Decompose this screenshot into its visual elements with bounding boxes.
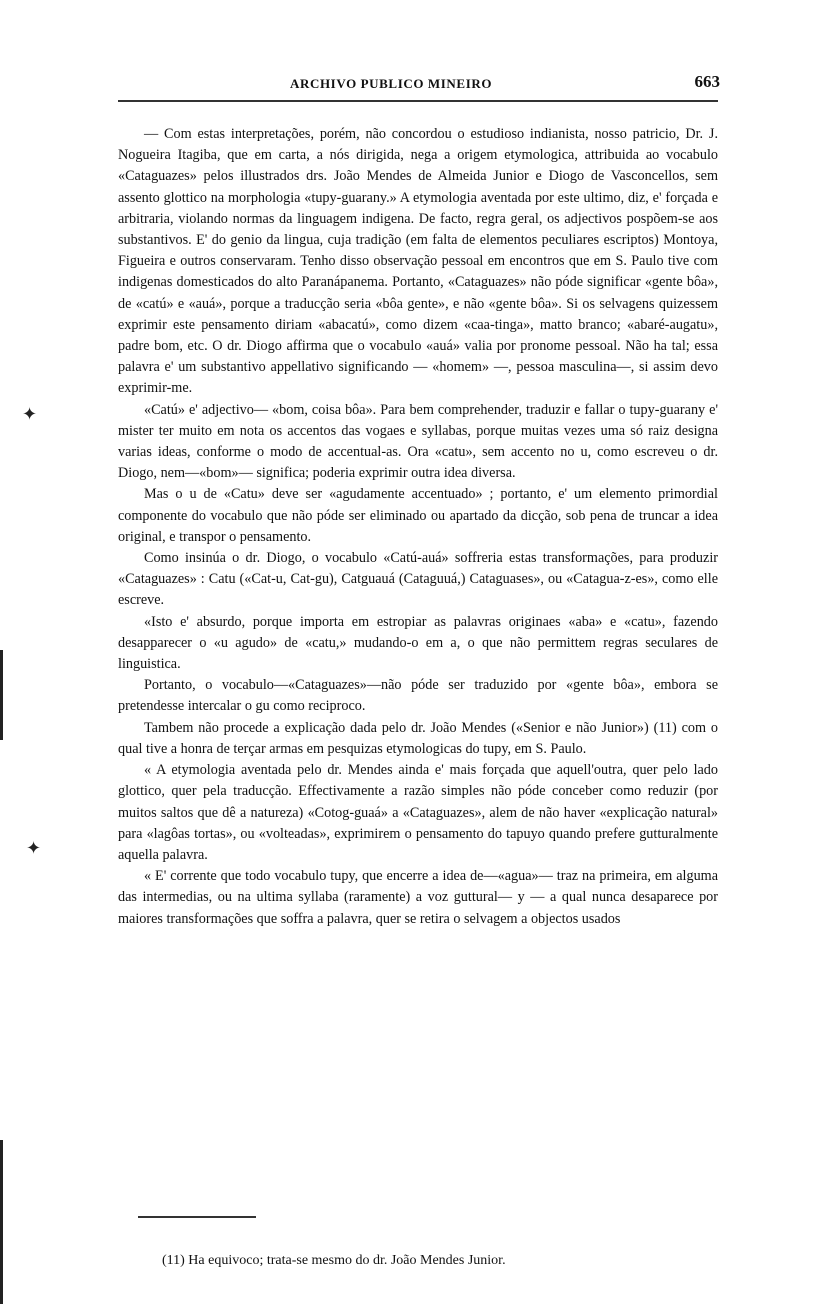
body-text: [118, 124, 718, 930]
page-edge-shadow: [0, 1140, 3, 1304]
paragraph: « E' corrente que todo vocabulo tupy, que encerre a idea de—«agua»— traz na primeira, em alguma das intermedias, ou na ultima syllaba (raramente) a voz guttural— y — a qual nunca desaparece por maiores transformações que soffra a palavra, quer se retira o selvagem a objectos usados: [118, 868, 718, 927]
paragraph: « A etymologia aventada pelo dr. Mendes ainda e' mais forçada que aquell'outra, quer pelo lado glottico, quer pela traducção. Effectivamente a razão simples não póde conceber como reduzir (por muitos saltos que dê a natureza) «Cotog-guaá» a «Cataguazes», alem de não haver «explicação natural» para «lagôas tortas», ou «volteadas», exprimirem o pensamento do tapuyo quando prefere gutturalmente aquella palavra.: [118, 762, 718, 863]
running-header: [118, 74, 718, 96]
footnote-rule: [138, 1216, 256, 1218]
page-number: 663: [694, 72, 720, 91]
footnote: (11) Ha equivoco; trata-se mesmo do dr. João Mendes Junior.: [162, 1253, 506, 1268]
paragraph: Portanto, o vocabulo—«Cataguazes»—não póde ser traduzido por «gente bôa», embora se pretendesse intercalar o gu como reciproco.: [118, 677, 718, 715]
paragraph: — Com estas interpretações, porém, não concordou o estudioso indianista, nosso patricio, Dr. J. Nogueira Itagiba, que em carta, a nós dirigida, nega a origem etymologica, attribuida ao vocabulo «Cataguazes» pelos illustrados drs. João Mendes de Almeida Junior e Diogo de Vasconcellos, sem assento glottico na morphologia «tupy-guarany.» A etymologia aventada por este ultimo, diz, e' forçada e arbitraria, violando normas da linguagem indigena. De facto, regra geral, os adjectivos pospõem-se aos substantivos. E' do genio da lingua, cuja tradição (em falta de elementos peculiares escriptos) Montoya, Figueira e outros conservaram. Tenho disso observação pessoal em encontros que em S. Paulo tive com indigenas domesticados do alto Paranápanema. Portanto, «Cataguazes» não póde significar «gente bôa», de «catú» e «auá», porque a traducção seria «bôa gente», e não «gente bôa». Si os selvagens quizessem exprimir este pensamento diriam «abacatú», como dizem «caa-tinga», matto branco; «abaré-augatu», padre bom, etc. O dr. Diogo affirma que o vocabulo «auá» valia por pronome pessoal. Não ha tal; essa palavra e' um substantivo appellativo significando — «homem» —, pessoa masculina—, si assim devo exprimir-me.: [118, 126, 718, 397]
margin-mark-icon: ✦: [26, 838, 42, 859]
margin-mark-icon: ✦: [22, 404, 38, 425]
paragraph: «Catú» e' adjectivo— «bom, coisa bôa». Para bem comprehender, traduzir e fallar o tupy-guarany e' mister ter muito em nota os accentos das vogaes e syllabas, porque muitas vezes uma só raiz designa varias ideas, conforme o modo de accentual-as. Ora «catu», sem accento no u, como escreveu o dr. Diogo, nem—«bom»— significa; poderia exprimir outra idea diversa.: [118, 401, 718, 482]
header-rule: [118, 100, 718, 102]
paragraph: Mas o u de «Catu» deve ser «agudamente accentuado» ; portanto, e' um elemento primordial componente do vocabulo que não póde ser eliminado ou apartado da dicção, sob pena de truncar a idea original, e transpor o pensamento.: [118, 486, 718, 545]
paragraph: Tambem não procede a explicação dada pelo dr. João Mendes («Senior e não Junior») (11) com o qual tive a honra de terçar armas em pesquizas etymologicas do tupy, em S. Paulo.: [118, 719, 718, 757]
paragraph: «Isto e' absurdo, porque importa em estropiar as palavras originaes «aba» e «catu», fazendo desapparecer o «u agudo» de «catu,» mudando-o em a, o que não permittem regras seculares de linguistica.: [118, 613, 718, 673]
page-edge-shadow: [0, 650, 3, 740]
running-title: ARCHIVO PUBLICO MINEIRO: [290, 76, 493, 91]
paragraph: Como insinúa o dr. Diogo, o vocabulo «Catú-auá» soffreria estas transformações, para produzir «Cataguazes» : Catu («Cat-u, Cat-gu), Catguauá (Cataguuá,) Cataguases», ou «Catagua-z-es», como elle escreve.: [118, 550, 718, 609]
